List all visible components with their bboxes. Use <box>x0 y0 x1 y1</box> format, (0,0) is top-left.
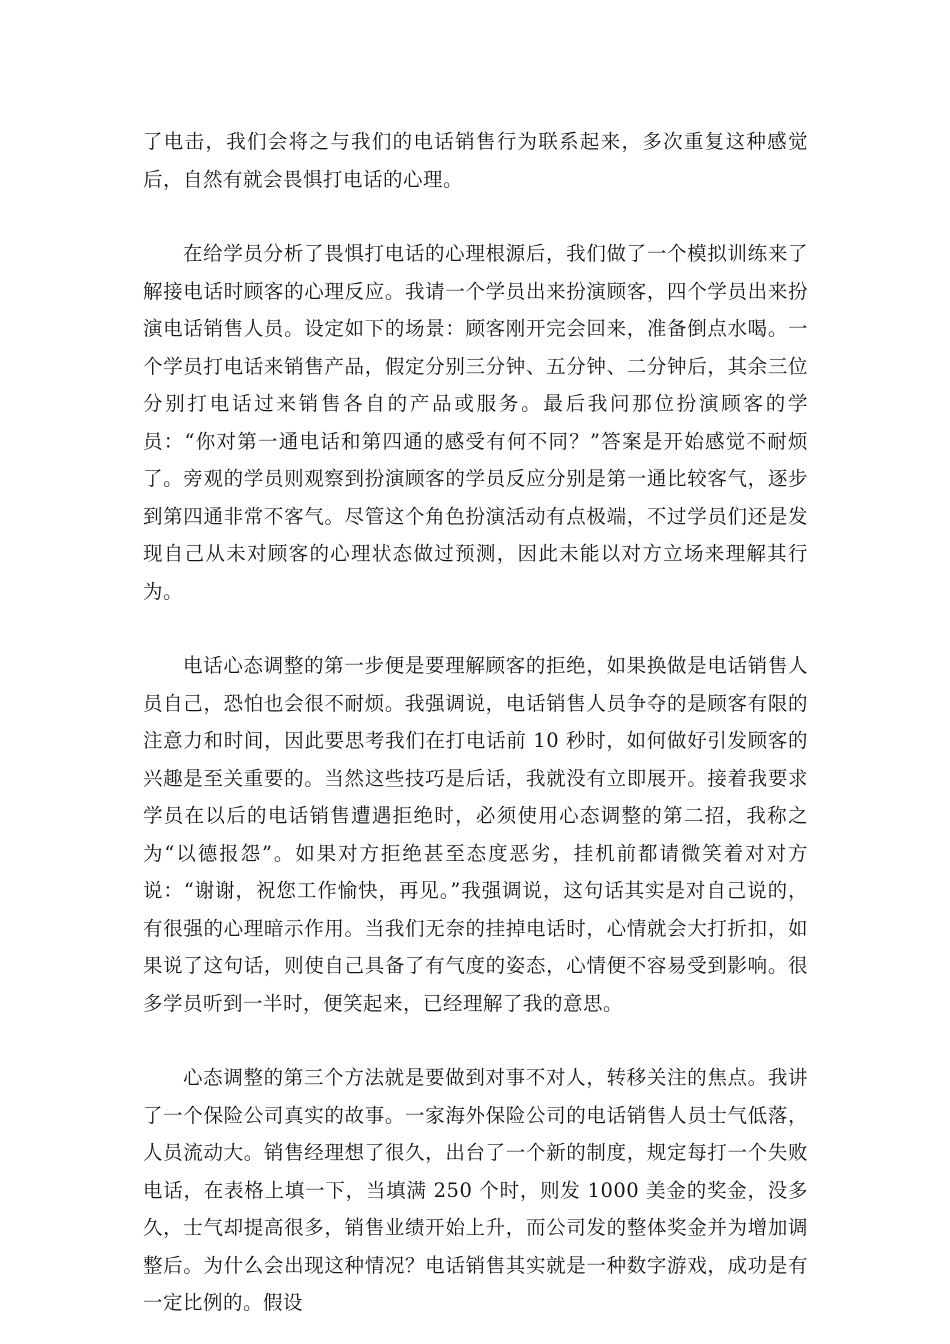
paragraph-2: 在给学员分析了畏惧打电话的心理根源后，我们做了一个模拟训练来了解接电话时顾客的心理反应。我请一个学员出来扮演顾客，四个学员出来扮演电话销售人员。设定如下的场景：顾客刚开完会回来，准备倒点水喝。一个学员打电话来销售产品，假定分别三分钟、五分钟、二分钟后，其余三位分别打电话过来销售各自的产品或服务。最后我问那位扮演顾客的学员：“你对第一通电话和第四通的感受有何不同？”答案是开始感觉不耐烦了。旁观的学员则观察到扮演顾客的学员反应分别是第一通比较客气，逐步到第四通非常不客气。尽管这个角色扮演活动有点极端，不过学员们还是发现自己从未对顾客的心理状态做过预测，因此未能以对方立场来理解其行为。 <box>143 242 808 603</box>
paragraph-1: 了电击，我们会将之与我们的电话销售行为联系起来，多次重复这种感觉后，自然有就会畏惧打电话的心理。 <box>143 130 808 191</box>
paragraph-gap <box>143 198 808 235</box>
paragraph-gap <box>143 1022 808 1059</box>
document-body <box>143 123 808 1322</box>
paragraph-4: 心态调整的第三个方法就是要做到对事不对人，转移关注的焦点。我讲了一个保险公司真实的故事。一家海外保险公司的电话销售人员士气低落，人员流动大。销售经理想了很久，出台了一个新的制度，规定每打一个失败电话，在表格上填一下，当填满 250 个时，则发 1000 美金的奖金，没多久，士气却提高很多，销售业绩开始上升，而公司发的整体奖金并为增加调整后。为什么会出现这种情况？电话销售其实就是一种数字游戏，成功是有一定比例的。假设 <box>143 1066 808 1314</box>
paragraph-3: 电话心态调整的第一步便是要理解顾客的拒绝，如果换做是电话销售人员自己，恐怕也会很不耐烦。我强调说，电话销售人员争夺的是顾客有限的注意力和时间，因此要思考我们在打电话前 10 秒时，如何做好引发顾客的兴趣是至关重要的。当然这些技巧是后话，我就没有立即展开。接着我要求学员在以后的电话销售遭遇拒绝时，必须使用心态调整的第二招，我称之为“以德报怨”。如果对方拒绝甚至态度恶劣，挂机前都请微笑着对对方说：“谢谢，祝您工作愉快，再见。”我强调说，这句话其实是对自己说的，有很强的心理暗示作用。当我们无奈的挂掉电话时，心情就会大打折扣，如果说了这句话，则使自己具备了有气度的姿态，心情便不容易受到影响。很多学员听到一半时，便笑起来，已经理解了我的意思。 <box>143 654 808 1015</box>
paragraph-gap <box>143 610 808 647</box>
